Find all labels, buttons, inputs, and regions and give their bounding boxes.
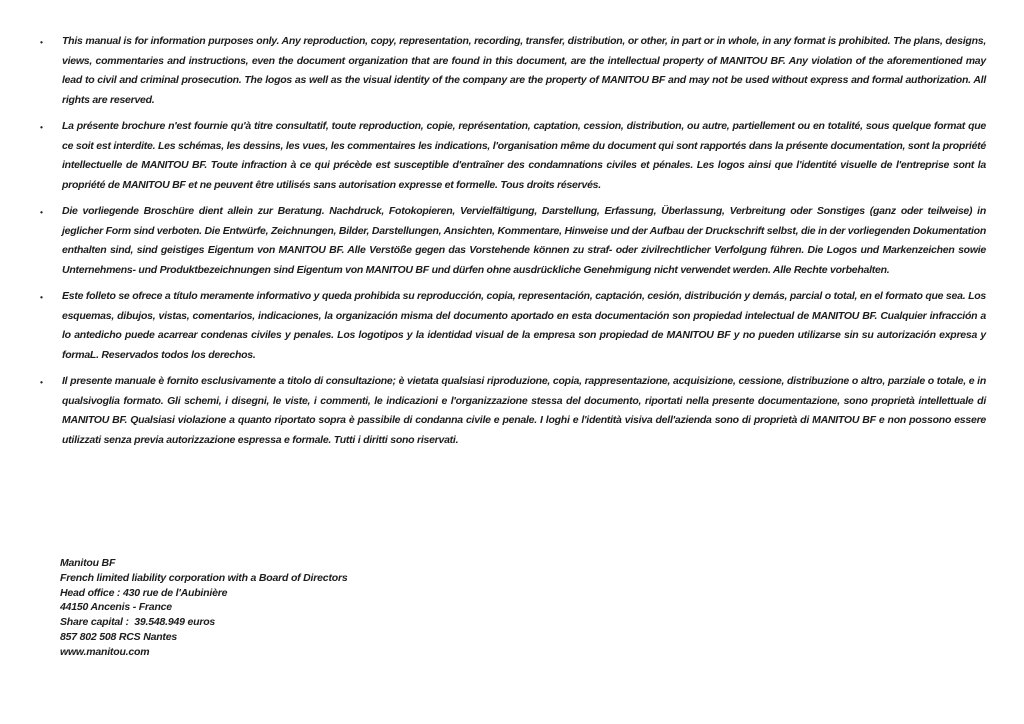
disclaimer-paragraph-french (40, 117, 986, 195)
disclaimer-text-spanish: Este folleto se ofrece a título meramente informativo y queda prohibida su reproducción, copia, representación, captación, cesión, distribución y demás, parcial o total, en el formato que sea. Los esquemas, dibujos, vistas, comentarios, indicaciones, la organización misma del documento aportado en esta documentación son propiedad intelectual de MANITOU BF. Cualquier infracción a lo antedicho puede acarrear condenas civiles y penales. Los logotipos y la identidad visual de la empresa son propiedad de MANITOU BF y no pueden utilizarse sin su autorización expresa y formaL. Reservados todos los derechos. (62, 290, 986, 361)
bullet-icon: • (40, 123, 43, 132)
bullet-icon: • (40, 378, 43, 387)
disclaimer-text-french: La présente brochure n'est fournie qu'à titre consultatif, toute reproduction, copie, représentation, captation, cession, distribution, ou autre, partiellement ou en totalité, sous quelque format que ce soit est interdite. Les schémas, les dessins, les vues, les commentaires les indications, l'organisation même du document qui sont rapportés dans la présente documentation, sont la propriété intellectuelle de MANITOU BF. Toute infraction à ce qui précède est susceptible d'entraîner des condamnations civiles et pénales. Les logos ainsi que l'identité visuelle de l'entreprise sont la propriété de MANITOU BF et ne peuvent être utilisés sans autorisation expresse et formelle. Tous droits réservés. (62, 120, 986, 191)
disclaimer-text-english: This manual is for information purposes only. Any reproduction, copy, representation, recording, transfer, distribution, or other, in part or in whole, in any format is prohibited. The plans, designs, views, commentaries and instructions, even the document organization that are found in this document, are the intellectual property of MANITOU BF. Any violation of the aforementioned may lead to civil and criminal prosecution. The logos as well as the visual identity of the company are the property of MANITOU BF and may not be used without express and formal authorization. All rights are reserved. (62, 35, 986, 106)
company-registration: 857 802 508 RCS Nantes (60, 630, 178, 643)
company-share-capital: Share capital : 39.548.949 euros (60, 616, 216, 629)
company-website: www.manitou.com (60, 645, 150, 658)
disclaimer-text-italian: Il presente manuale è fornito esclusivamente a titolo di consultazione; è vietata qualsiasi riproduzione, copia, rappresentazione, acquisizione, cessione, distribuzione o altro, parziale o totale, e in qualsivoglia formato. Gli schemi, i disegni, le viste, i commenti, le indicazioni e l'organizzazione stessa del documento, riportati nella presente documentazione, sono proprietà intellettuale di MANITOU BF. Qualsiasi violazione a quanto riportato sopra è passibile di condanna civile e penale. I loghi e l'identità visiva dell'azienda sono di proprietà di MANITOU BF e non possono essere utilizzati senza previa autorizzazione espressa e formale. Tutti i diritti sono riservati. (62, 375, 986, 446)
disclaimer-paragraph-spanish (40, 287, 986, 365)
company-head-office: Head office : 430 rue de l'Aubinière (60, 586, 228, 599)
bullet-icon: • (40, 293, 43, 302)
disclaimer-list (40, 32, 986, 457)
disclaimer-paragraph-italian (40, 372, 986, 450)
company-legal-form: French limited liability corporation with a Board of Directors (60, 571, 348, 584)
company-info-block (60, 556, 347, 660)
bullet-icon: • (40, 38, 43, 47)
disclaimer-text-german: Die vorliegende Broschüre dient allein zur Beratung. Nachdruck, Fotokopieren, Vervielfältigung, Darstellung, Erfassung, Überlassung, Verbreitung oder Sonstiges (ganz oder teilweise) in jeglicher Form sind verboten. Die Entwürfe, Zeichnungen, Bilder, Darstellungen, Ansichten, Kommentare, Hinweise und der Aufbau der Druckschrift selbst, die in der vorliegenden Dokumentation enthalten sind, sind geistiges Eigentum von MANITOU BF. Alle Verstöße gegen das Vorstehende können zu straf- oder zivilrechtlicher Verfolgung führen. Die Logos und Markenzeichen sowie Unternehmens- und Produktbezeichnungen sind Eigentum von MANITOU BF und dürfen ohne ausdrückliche Genehmigung nicht verwendet werden. Alle Rechte vorbehalten. (62, 205, 986, 276)
bullet-icon: • (40, 208, 43, 217)
disclaimer-paragraph-german (40, 202, 986, 280)
disclaimer-paragraph-english (40, 32, 986, 110)
company-name: Manitou BF (60, 557, 116, 569)
company-city-country: 44150 Ancenis - France (60, 601, 172, 614)
